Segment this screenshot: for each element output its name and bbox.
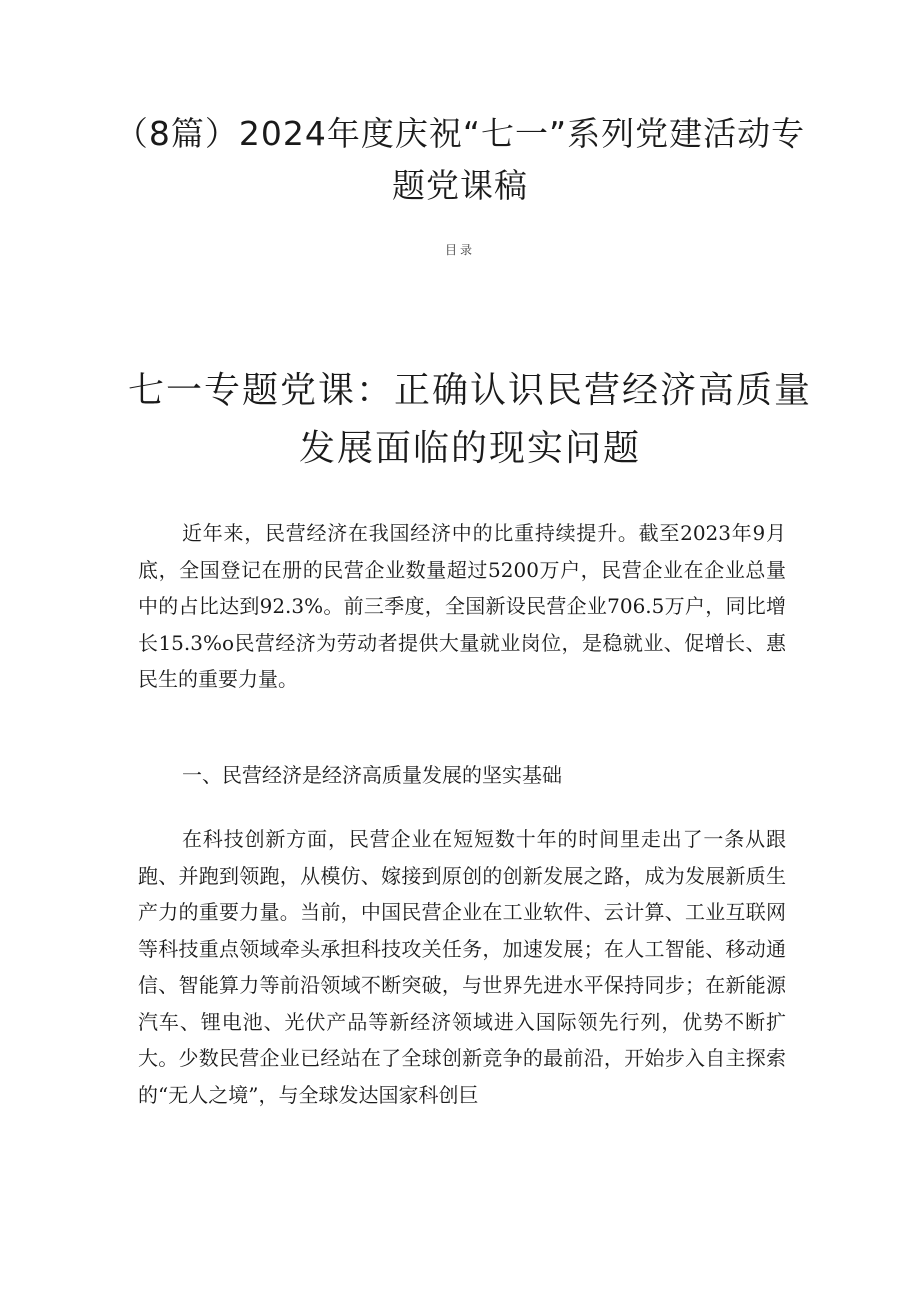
document-title: （8篇）2024年度庆祝“七一”系列党建活动专题党课稿 <box>114 114 806 205</box>
article-title: 七一专题党课：正确认识民营经济高质量发展面临的现实问题 <box>127 370 812 469</box>
section-heading: 一、民营经济是经济高质量发展的坚实基础 <box>182 763 562 787</box>
body-paragraph: 在科技创新方面，民营企业在短短数十年的时间里走出了一条从跟跑、并跑到领跑，从模仿、嫁接到原创的创新发展之路，成为发展新质生产力的重要力量。当前，中国民营企业在工业软件、云计算、工业互联网等科技重点领域牵头承担科技攻关任务，加速发展；在人工智能、移动通信、智能算力等前沿领域不断突破，与世界先进水平保持同步；在新能源汽车、锂电池、光伏产品等新经济领域进入国际领先行列，优势不断扩大。少数民营企业已经站在了全球创新竞争的最前沿，开始步入自主探索的“无人之境”，与全球发达国家科创巨 <box>138 827 786 1107</box>
intro-paragraph: 近年来，民营经济在我国经济中的比重持续提升。截至2023年9月底，全国登记在册的民营企业数量超过5200万户，民营企业在企业总量中的占比达到92.3%。前三季度，全国新设民营企业706.5万户，同比增长15.3%o民营经济为劳动者提供大量就业岗位，是稳就业、促增长、惠民生的重要力量。 <box>138 521 786 691</box>
toc-label: 目录 <box>444 243 475 257</box>
